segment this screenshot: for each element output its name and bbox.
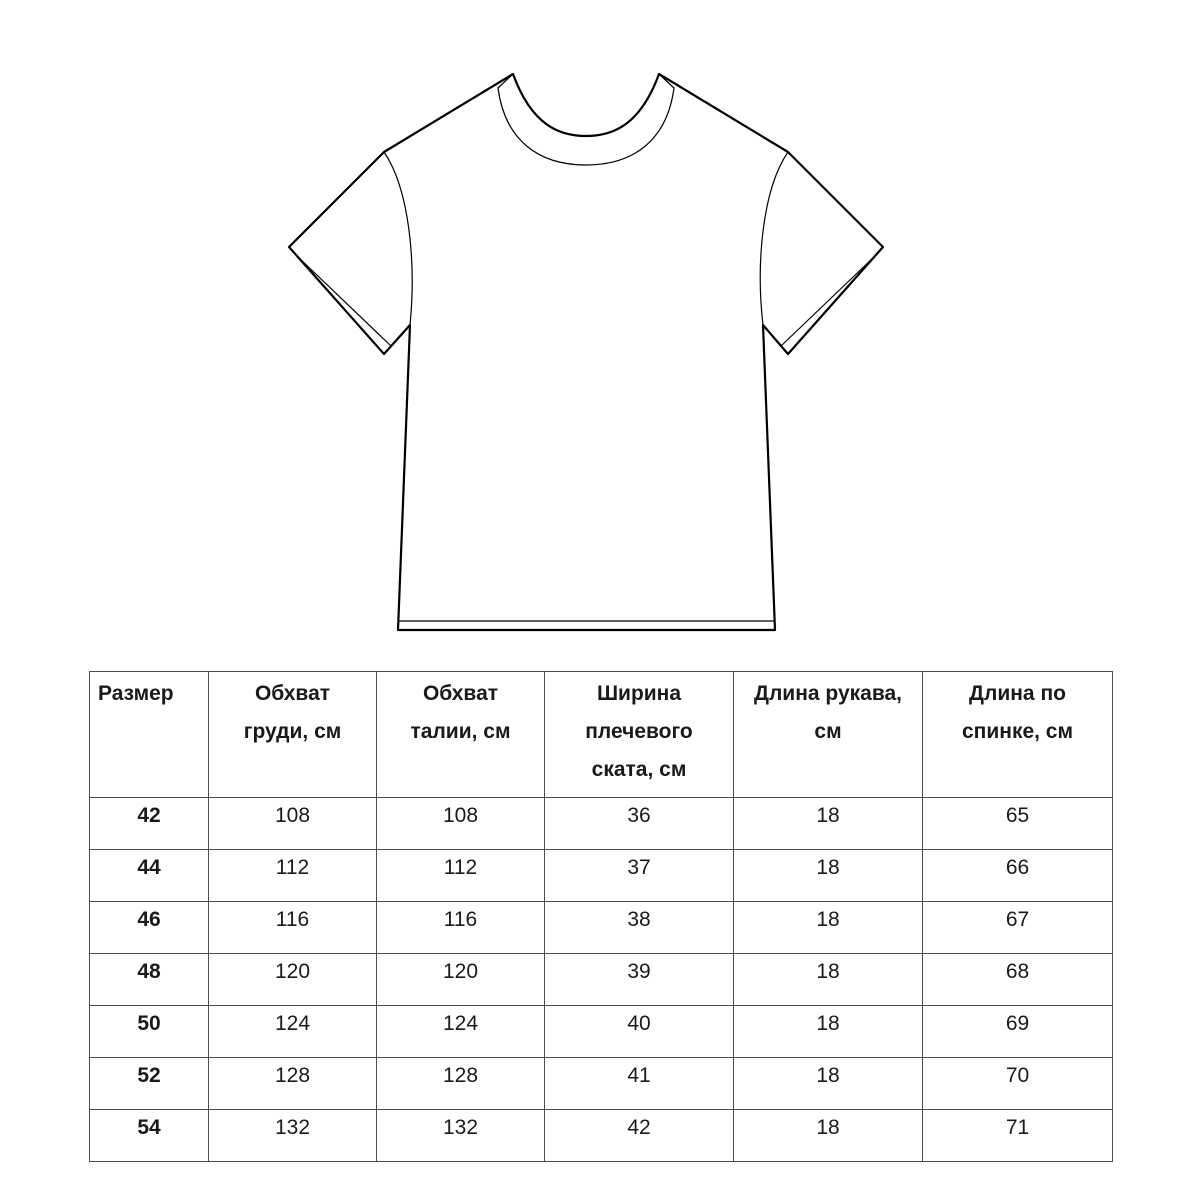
tshirt-outline	[289, 74, 883, 630]
back-length-cell: 65	[923, 798, 1113, 850]
waist-cell: 108	[377, 798, 545, 850]
size-cell: 44	[90, 850, 209, 902]
back-length-cell: 67	[923, 902, 1113, 954]
shoulder-cell: 40	[545, 1006, 734, 1058]
header-sleeve-length: Длина рукава, см	[734, 672, 923, 798]
sleeve-cell: 18	[734, 850, 923, 902]
back-length-cell: 70	[923, 1058, 1113, 1110]
size-cell: 42	[90, 798, 209, 850]
back-length-cell: 66	[923, 850, 1113, 902]
size-cell: 50	[90, 1006, 209, 1058]
chest-cell: 128	[209, 1058, 377, 1110]
header-waist: Обхват талии, см	[377, 672, 545, 798]
size-cell: 48	[90, 954, 209, 1006]
right-sleeve-hem	[781, 256, 875, 346]
chest-cell: 112	[209, 850, 377, 902]
size-table	[89, 671, 1113, 1162]
table-row	[90, 798, 1113, 850]
waist-cell: 128	[377, 1058, 545, 1110]
back-length-cell: 68	[923, 954, 1113, 1006]
sleeve-cell: 18	[734, 1110, 923, 1162]
waist-cell: 116	[377, 902, 545, 954]
waist-cell: 112	[377, 850, 545, 902]
shoulder-cell: 37	[545, 850, 734, 902]
back-length-cell: 71	[923, 1110, 1113, 1162]
table-row	[90, 902, 1113, 954]
table-row	[90, 1006, 1113, 1058]
right-sleeve-seam	[760, 152, 788, 325]
shoulder-cell: 36	[545, 798, 734, 850]
chest-cell: 132	[209, 1110, 377, 1162]
chest-cell: 124	[209, 1006, 377, 1058]
shoulder-cell: 41	[545, 1058, 734, 1110]
sleeve-cell: 18	[734, 798, 923, 850]
table-row	[90, 850, 1113, 902]
size-cell: 54	[90, 1110, 209, 1162]
chest-cell: 120	[209, 954, 377, 1006]
left-sleeve-hem	[297, 256, 391, 346]
size-cell: 46	[90, 902, 209, 954]
shoulder-cell: 38	[545, 902, 734, 954]
header-back-length: Длина по спинке, см	[923, 672, 1113, 798]
back-length-cell: 69	[923, 1006, 1113, 1058]
header-shoulder-width: Ширина плечевого ската, см	[545, 672, 734, 798]
table-row	[90, 1110, 1113, 1162]
waist-cell: 120	[377, 954, 545, 1006]
sleeve-cell: 18	[734, 954, 923, 1006]
header-size: Размер	[90, 672, 209, 798]
sleeve-cell: 18	[734, 1058, 923, 1110]
waist-cell: 124	[377, 1006, 545, 1058]
header-chest: Обхват груди, см	[209, 672, 377, 798]
table-header-row	[90, 672, 1113, 798]
shoulder-cell: 39	[545, 954, 734, 1006]
table-row	[90, 1058, 1113, 1110]
sleeve-cell: 18	[734, 1006, 923, 1058]
waist-cell: 132	[377, 1110, 545, 1162]
sleeve-cell: 18	[734, 902, 923, 954]
table-row	[90, 954, 1113, 1006]
left-sleeve-seam	[384, 152, 412, 325]
chest-cell: 116	[209, 902, 377, 954]
shoulder-cell: 42	[545, 1110, 734, 1162]
chest-cell: 108	[209, 798, 377, 850]
size-cell: 52	[90, 1058, 209, 1110]
